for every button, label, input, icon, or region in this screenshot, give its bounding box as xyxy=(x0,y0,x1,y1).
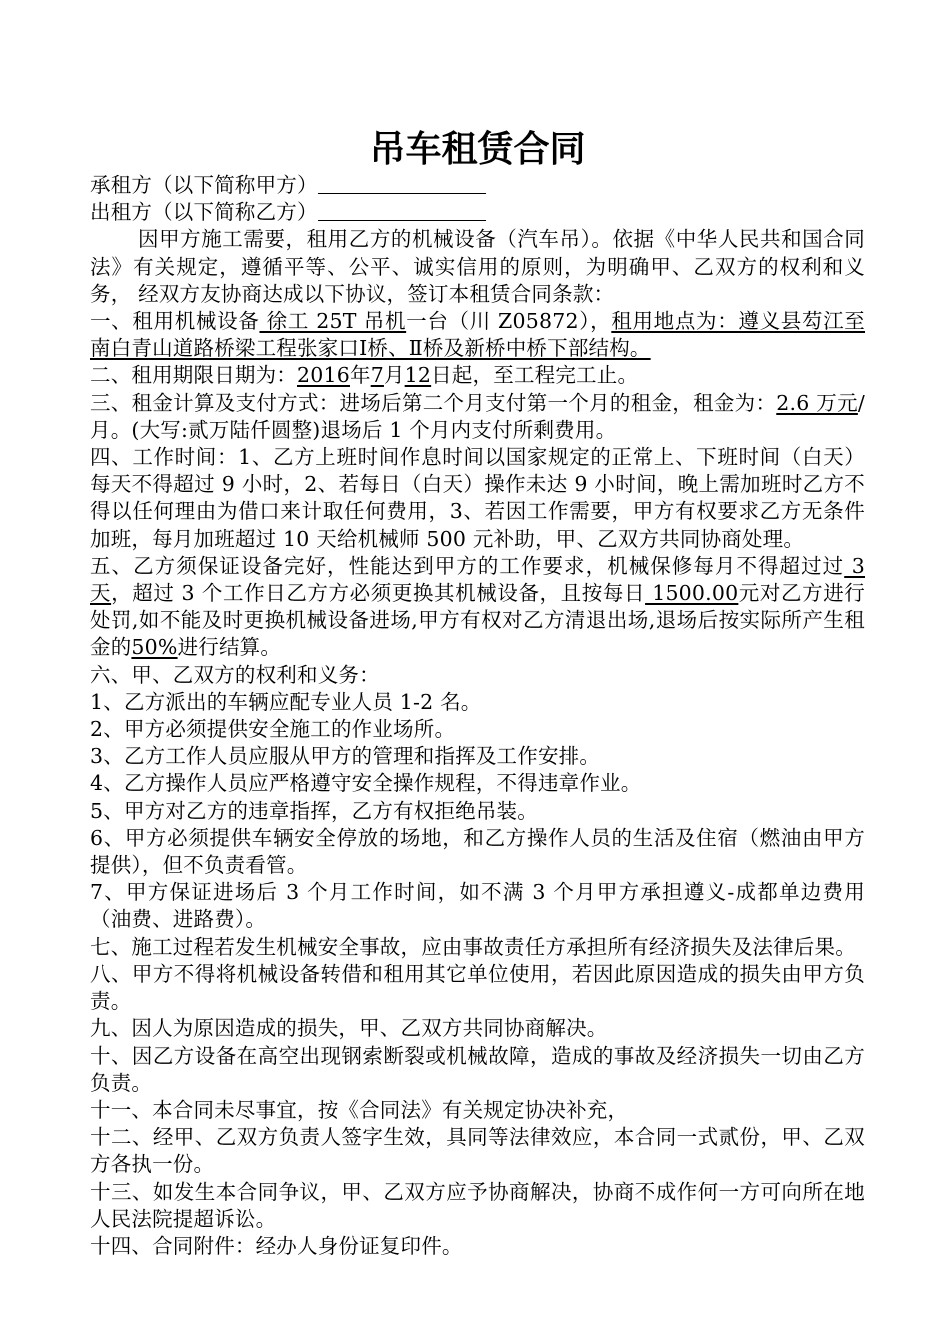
clause-3 xyxy=(90,390,865,444)
party-b-label: 出租方（以下简称乙方） xyxy=(90,200,318,225)
party-b-blank[interactable] xyxy=(318,200,486,221)
clause-2-month-unit: 月 xyxy=(383,363,405,388)
clause-6-item: 1、乙方派出的车辆应配专业人员 1-2 名。 xyxy=(90,689,482,714)
clause-6-item: 3、乙方工作人员应服从甲方的管理和指挥及工作安排。 xyxy=(90,744,601,769)
clause-7: 七、施工过程若发生机械安全事故，应由事故责任方承担所有经济损失及法律后果。 xyxy=(90,934,856,959)
clause-1 xyxy=(90,308,865,362)
clause-5-text: 五、乙方须保证设备完好，性能达到甲方的工作要求，机械保修每月不得超过过 xyxy=(90,553,845,578)
clause-1-location: 租用地点为：遵义县芶江至南白青山道路桥梁工程张家口Ⅰ桥、Ⅱ桥及新桥中桥下部结构。 xyxy=(90,309,865,361)
clause-9: 九、因人为原因造成的损失，甲、乙双方共同协商解决。 xyxy=(90,1016,608,1041)
clause-1-equipment: 徐工 25T 吊机 xyxy=(259,309,407,334)
clause-12: 十二、经甲、乙双方负责人签字生效，具同等法律效应，本合同一式贰份，甲、乙双方各执一份。 xyxy=(90,1125,865,1177)
clause-6-item: 2、甲方必须提供安全施工的作业场所。 xyxy=(90,717,456,742)
clause-4: 四、工作时间：1、乙方上班时间作息时间以国家规定的正常上、下班时间（白天）每天不得超过 9 小时，2、若每日（白天）操作未达 9 小时间，晚上需加班时乙方不得以任何理由为借口来计取任何费用，3、若因工作需要，甲方有权要求乙方无条件加班，每月加班超过 10 天给机械师 500 元补助，甲、乙双方共同协商处理。 xyxy=(90,445,865,551)
intro-paragraph: 因甲方施工需要，租用乙方的机械设备（汽车吊）。依据《中华人民共和国合同法》有关规定，遵循平等、公平、诚实信用的原则，为明确甲、乙双方的权利和义务， 经双方友协商达成以下协议，签订本租赁合同条款： xyxy=(90,227,865,306)
clause-3-amount: 2.6 万元 xyxy=(776,390,858,415)
clause-2-month: 7 xyxy=(370,363,384,388)
clause-6-item: 7、甲方保证进场后 3 个月工作时间，如不满 3 个月甲方承担遵义-成都单边费用（油费、进路费）。 xyxy=(90,880,865,932)
clause-2-day: 12 xyxy=(404,363,432,388)
party-a-label: 承租方（以下简称甲方） xyxy=(90,173,318,197)
clause-5-penalty: 1500.00 xyxy=(645,581,739,606)
party-a-line xyxy=(90,172,865,199)
clause-6-item: 4、乙方操作人员应严格遵守安全操作规程，不得违章作业。 xyxy=(90,771,642,796)
party-a-blank[interactable] xyxy=(318,173,486,194)
clause-5-text-3: 元对乙方进行处罚,如不能及时更换机械设备进场,甲方有权对乙方清退出场,退场后按实际所产生租金的 xyxy=(90,581,865,660)
clause-5-days: 3 天 xyxy=(90,553,865,606)
clause-5 xyxy=(90,553,865,662)
clause-1-quantity: 一台（川 Z05872）， xyxy=(406,309,612,334)
clause-2-text: 二、租用期限日期为： xyxy=(90,363,297,388)
clause-2-year: 2016 xyxy=(297,363,350,388)
clause-10: 十、因乙方设备在高空出现钢索断裂或机械故障，造成的事故及经济损失一切由乙方负责。 xyxy=(90,1043,865,1095)
clause-11: 十一、本合同未尽事宜，按《合同法》有关规定协决补充， xyxy=(90,1097,629,1122)
document-title: 吊车租赁合同 xyxy=(369,129,586,170)
clause-2-tail: 日起，至工程完工止。 xyxy=(431,363,639,388)
clause-2 xyxy=(90,362,865,389)
clause-1-text: 一、租用机械设备 xyxy=(90,309,260,334)
clause-6-heading: 六、甲、乙双方的权利和义务： xyxy=(90,662,380,687)
clause-2-year-unit: 年 xyxy=(349,363,371,388)
clause-5-tail: 进行结算。 xyxy=(177,635,282,660)
clause-14: 十四、合同附件：经办人身份证复印件。 xyxy=(90,1233,463,1258)
party-b-line xyxy=(90,199,865,226)
clause-3-tail: /月。(大写:贰万陆仟圆整)退场后 1 个月内支付所剩费用。 xyxy=(90,390,865,442)
clause-5-text-2: ，超过 3 个工作日乙方方必须更换其机械设备，且按每日 xyxy=(111,581,646,606)
contract-body xyxy=(90,172,865,1260)
clause-3-text: 三、租金计算及支付方式：进场后第二个月支付第一个月的租金，租金为： xyxy=(90,390,777,415)
clause-6-item: 5、甲方对乙方的违章指挥，乙方有权拒绝吊装。 xyxy=(90,798,538,823)
clause-8: 八、甲方不得将机械设备转借和租用其它单位使用，若因此原因造成的损失由甲方负责。 xyxy=(90,961,865,1014)
clause-13: 十三、如发生本合同争议，甲、乙双方应予协商解决，协商不成作何一方可向所在地人民法院提超诉讼。 xyxy=(90,1179,865,1231)
clause-5-percent: 50% xyxy=(131,635,178,660)
clause-6-item: 6、甲方必须提供车辆安全停放的场地，和乙方操作人员的生活及住宿（燃油由甲方提供），但不负责看管。 xyxy=(90,825,865,878)
